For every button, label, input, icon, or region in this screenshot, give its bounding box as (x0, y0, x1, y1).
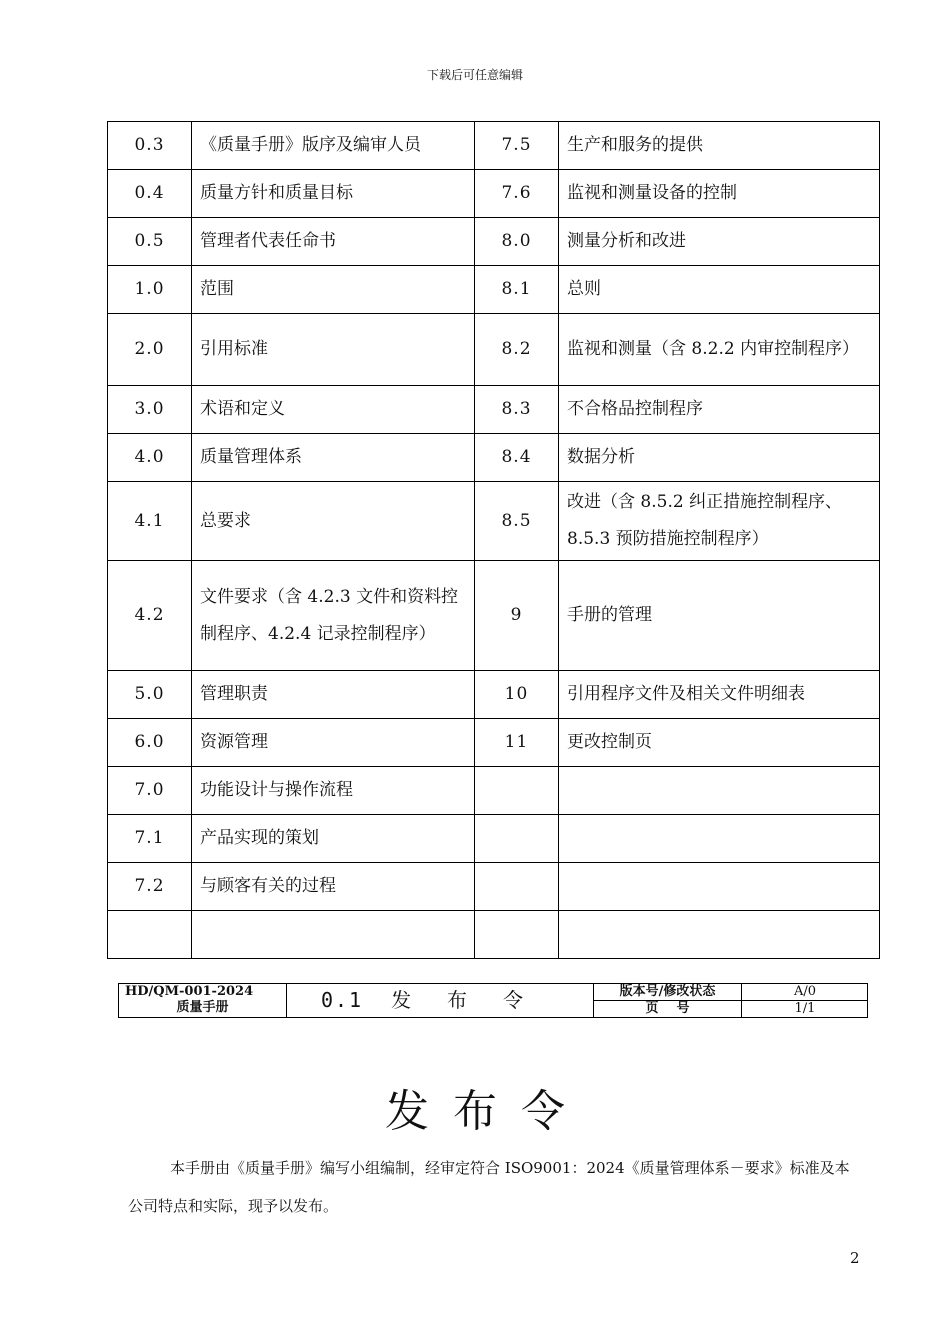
toc-number (475, 815, 559, 863)
toc-number: 6.0 (108, 719, 192, 767)
toc-title: 总要求 (192, 482, 475, 561)
toc-title: 测量分析和改进 (559, 218, 880, 266)
toc-title: 生产和服务的提供 (559, 122, 880, 170)
toc-title: 质量管理体系 (192, 434, 475, 482)
document-header (118, 983, 868, 1018)
header-version-block (594, 984, 868, 1017)
toc-number: 0.5 (108, 218, 192, 266)
toc-title (559, 911, 880, 959)
toc-row (108, 434, 880, 482)
section-title: 发布令 (391, 988, 560, 1012)
toc-title: 《质量手册》版序及编审人员 (192, 122, 475, 170)
version-value: A/0 (793, 984, 817, 999)
toc-row (108, 314, 880, 386)
toc-title: 引用程序文件及相关文件明细表 (559, 671, 880, 719)
toc-title: 功能设计与操作流程 (192, 767, 475, 815)
main-title: 发布令 (385, 1086, 589, 1137)
toc-number (475, 911, 559, 959)
toc-number: 4.2 (108, 561, 192, 671)
doc-code: HD/QM-001-2024 (125, 984, 254, 999)
header-section-title (287, 984, 594, 1017)
page-row (594, 1001, 868, 1017)
toc-number: 0.3 (108, 122, 192, 170)
toc-title (192, 911, 475, 959)
toc-title: 产品实现的策划 (192, 815, 475, 863)
toc-row (108, 482, 880, 561)
toc-title: 文件要求（含 4.2.3 文件和资料控制程序、4.2.4 记录控制程序） (192, 561, 475, 671)
toc-title (559, 815, 880, 863)
toc-number: 7.5 (475, 122, 559, 170)
toc-title: 与顾客有关的过程 (192, 863, 475, 911)
version-row (594, 984, 868, 1001)
toc-number (475, 767, 559, 815)
toc-row (108, 719, 880, 767)
toc-number: 4.0 (108, 434, 192, 482)
toc-number: 8.4 (475, 434, 559, 482)
toc-number (475, 863, 559, 911)
toc-row (108, 561, 880, 671)
toc-row (108, 266, 880, 314)
toc-number: 9 (475, 561, 559, 671)
toc-title: 范围 (192, 266, 475, 314)
toc-title: 资源管理 (192, 719, 475, 767)
toc-title: 管理职责 (192, 671, 475, 719)
toc-number: 3.0 (108, 386, 192, 434)
toc-title: 监视和测量设备的控制 (559, 170, 880, 218)
toc-title: 引用标准 (192, 314, 475, 386)
toc-number: 8.5 (475, 482, 559, 561)
top-note: 下载后可任意编辑 (426, 68, 523, 82)
toc-number: 1.0 (108, 266, 192, 314)
page-number: 2 (850, 1249, 860, 1267)
toc-row (108, 218, 880, 266)
body-paragraph: 本手册由《质量手册》编写小组编制，经审定符合 ISO9001：2024《质量管理体系－要求》标准及本公司特点和实际，现予以发布。 (128, 1159, 850, 1215)
toc-number (108, 911, 192, 959)
header-doc-id (119, 984, 287, 1017)
toc-title: 监视和测量（含 8.2.2 内审控制程序） (559, 314, 880, 386)
toc-row (108, 386, 880, 434)
toc-row (108, 671, 880, 719)
toc-title: 改进（含 8.5.2 纠正措施控制程序、8.5.3 预防措施控制程序） (559, 482, 880, 561)
toc-number: 5.0 (108, 671, 192, 719)
toc-title: 质量方针和质量目标 (192, 170, 475, 218)
toc-table (107, 121, 880, 959)
toc-row (108, 815, 880, 863)
toc-number: 11 (475, 719, 559, 767)
toc-title: 不合格品控制程序 (559, 386, 880, 434)
toc-number: 8.3 (475, 386, 559, 434)
toc-row (108, 863, 880, 911)
page-label: 页 号 (594, 1001, 742, 1017)
toc-row (108, 767, 880, 815)
toc-number: 8.1 (475, 266, 559, 314)
toc-number: 2.0 (108, 314, 192, 386)
toc-title: 术语和定义 (192, 386, 475, 434)
toc-number: 4.1 (108, 482, 192, 561)
toc-number: 8.2 (475, 314, 559, 386)
toc-title: 总则 (559, 266, 880, 314)
toc-row (108, 122, 880, 170)
toc-number: 0.4 (108, 170, 192, 218)
manual-name: 质量手册 (176, 1000, 229, 1015)
toc-number: 7.2 (108, 863, 192, 911)
toc-number: 7.1 (108, 815, 192, 863)
toc-title (559, 767, 880, 815)
toc-number: 7.6 (475, 170, 559, 218)
toc-title: 手册的管理 (559, 561, 880, 671)
section-number: 0.1 (320, 988, 364, 1012)
toc-title (559, 863, 880, 911)
toc-title: 管理者代表任命书 (192, 218, 475, 266)
page-value: 1/1 (794, 1001, 816, 1016)
toc-title: 数据分析 (559, 434, 880, 482)
toc-number: 7.0 (108, 767, 192, 815)
toc-number: 10 (475, 671, 559, 719)
toc-title: 更改控制页 (559, 719, 880, 767)
version-label: 版本号/修改状态 (594, 984, 742, 1000)
toc-row (108, 170, 880, 218)
toc-row (108, 911, 880, 959)
toc-number: 8.0 (475, 218, 559, 266)
